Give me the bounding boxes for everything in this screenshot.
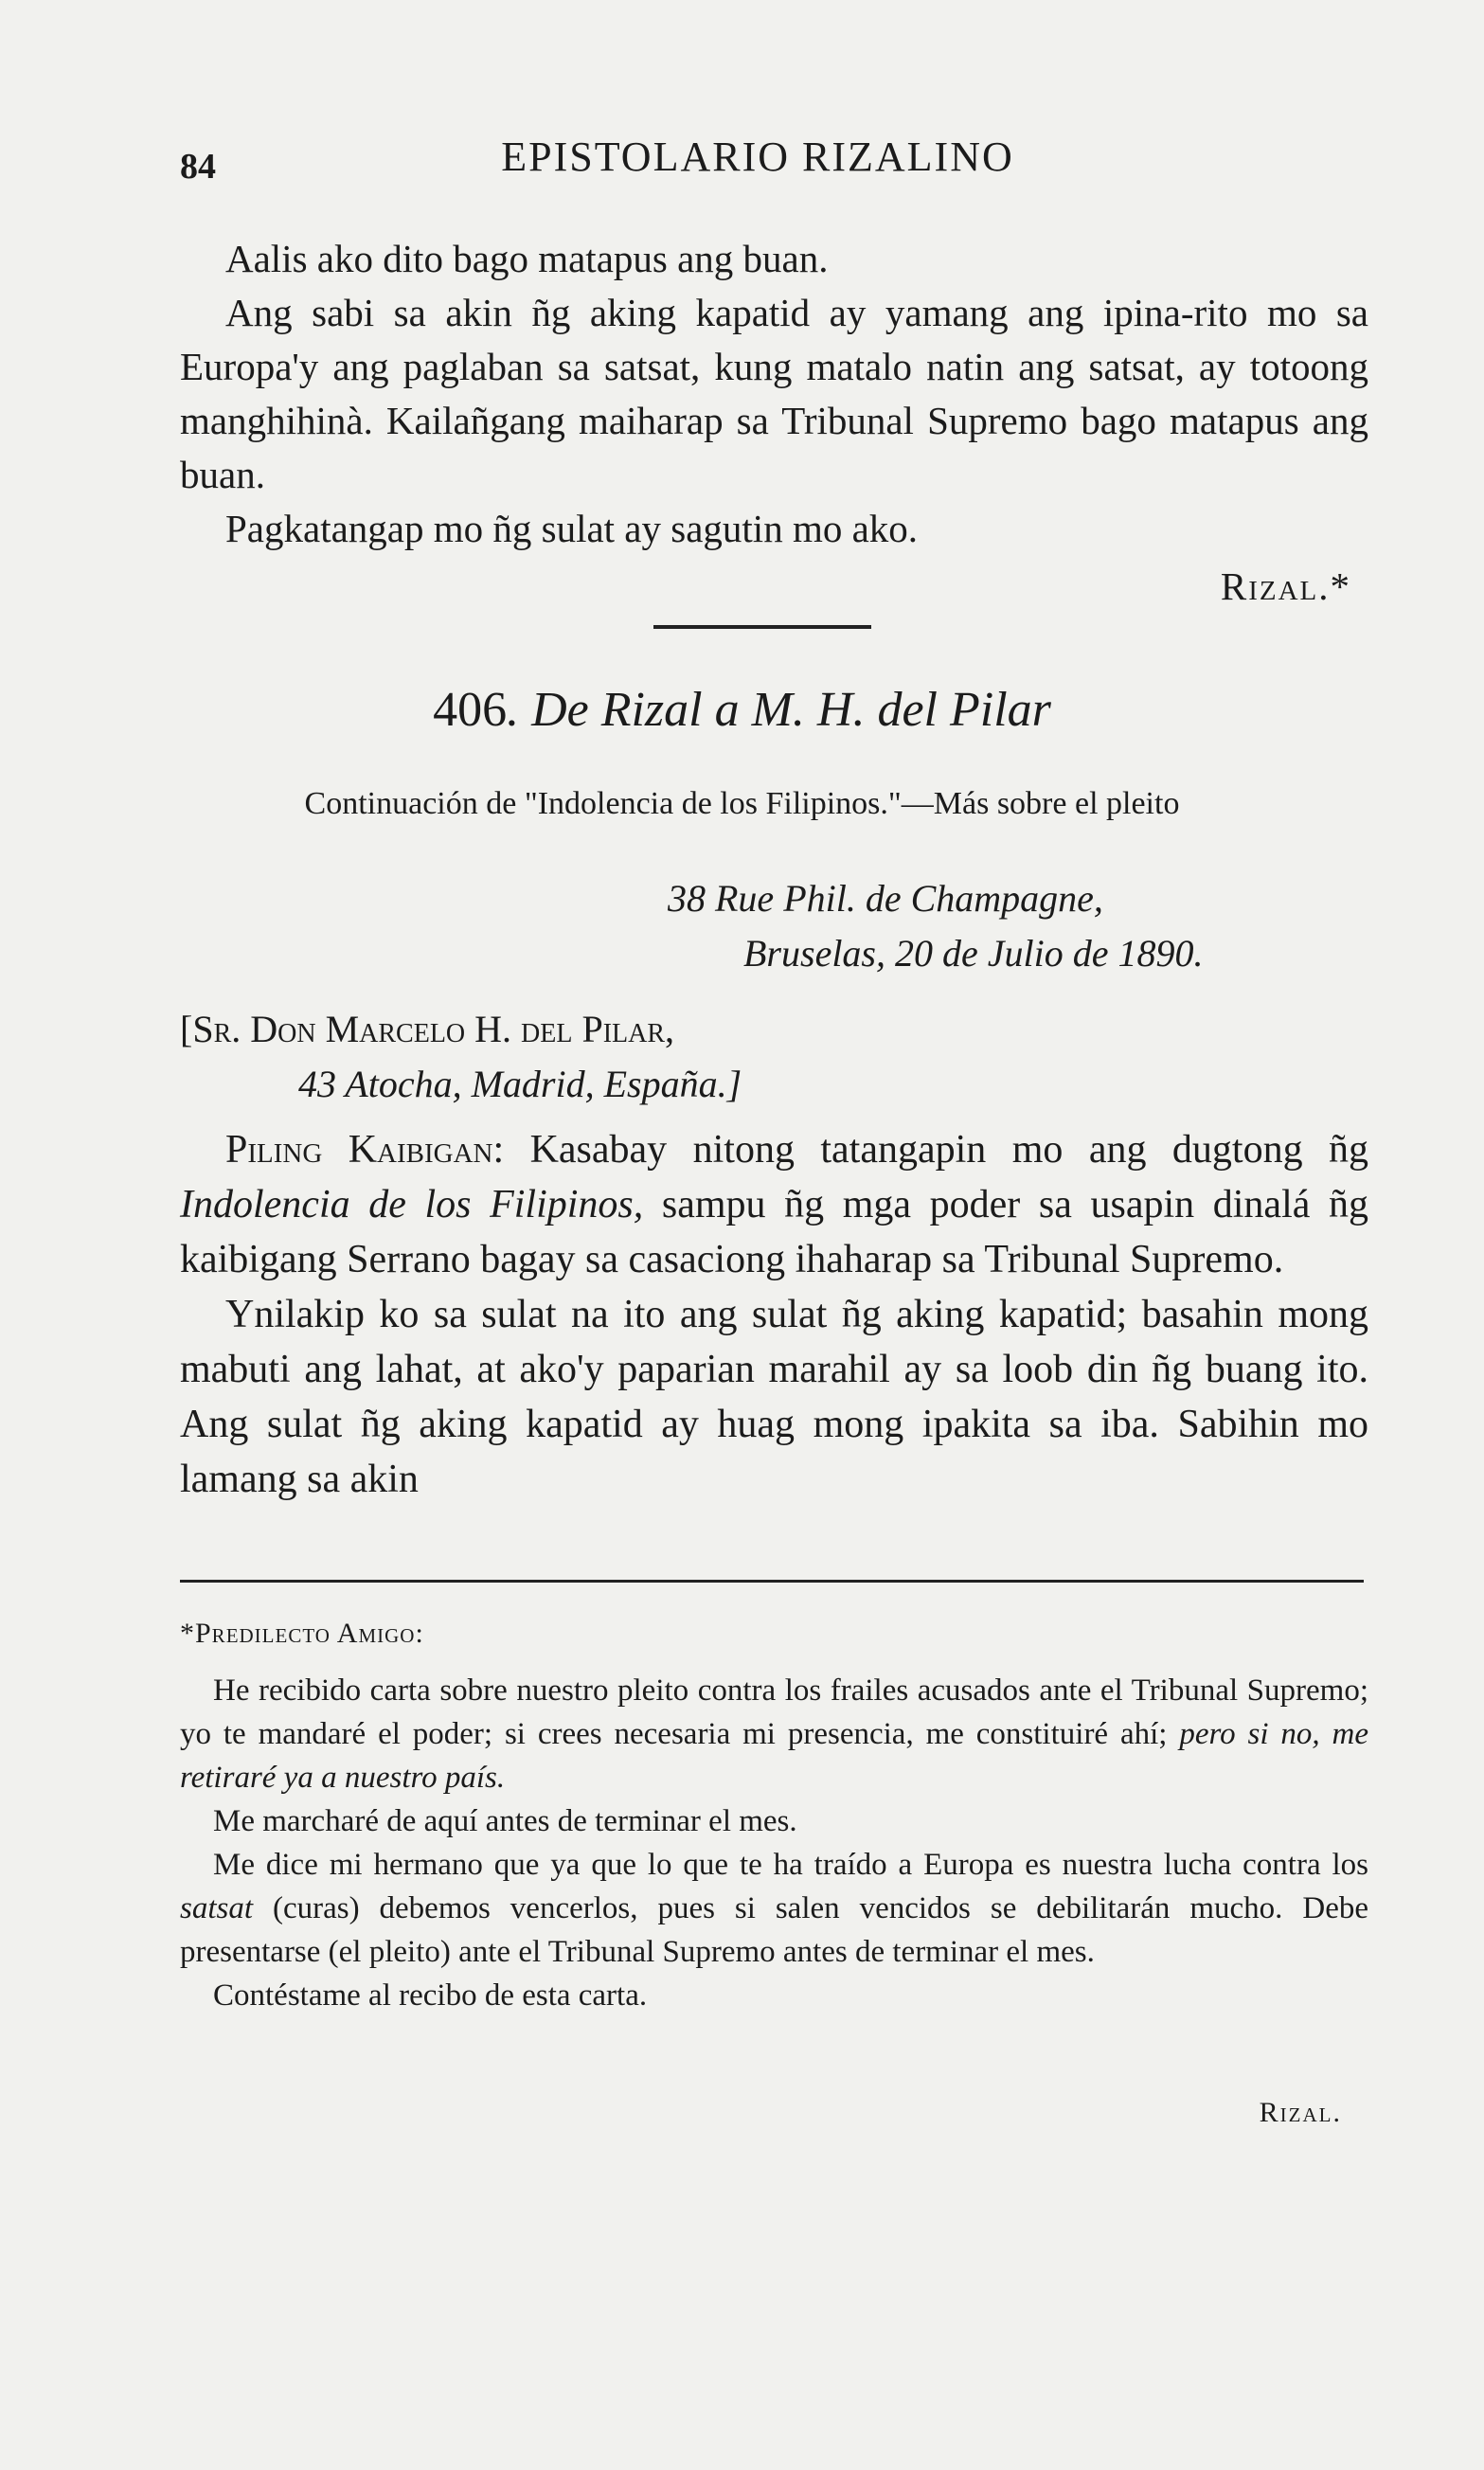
- paragraph: Pagkatangap mo ñg sulat ay sagutin mo ako.: [225, 507, 919, 550]
- address-line: 38 Rue Phil. de Champagne,: [668, 877, 1103, 920]
- signature: Rizal.*: [1220, 564, 1351, 608]
- date-line: Bruselas, 20 de Julio de 1890.: [743, 932, 1204, 975]
- paragraph: Ynilakip ko sa sulat na ito ang sulat ñg aking kapatid; basahin mong mabuti ang lahat, at ako'y paparian marahil ay sa loob din ñg buang ito. Ang sulat ñg aking kapatid ay huag mong ipakita sa iba. Sabihin mo lamang sa akin: [180, 1293, 1368, 1501]
- addressee-name: [Sr. Don Marcelo H. del Pilar,: [180, 1008, 675, 1050]
- footnote-paragraph: [180, 1669, 1368, 1799]
- running-title: EPISTOLARIO RIZALINO: [501, 134, 1014, 180]
- text-run: sampu ñg mga poder sa usapin dinalá ñg kaibigang Serrano bagay sa casaciong ihaharap sa Tribunal Supremo.: [180, 1183, 1368, 1281]
- addressee-address: 43 Atocha, Madrid, España.]: [298, 1063, 742, 1105]
- paragraph: [180, 1122, 1368, 1287]
- text-run: (curas) debemos vencerlos, pues si salen vencidos se debilitarán mucho. Debe presentarse (el pleito) ante el Tribunal Supremo antes de terminar el mes.: [180, 1891, 1368, 1969]
- letter-summary: Continuación de "Indolencia de los Filipinos."—Más sobre el pleito: [304, 786, 1180, 821]
- letter-number-correction: 6: [482, 683, 508, 737]
- footnote-paragraph: Me marcharé de aquí antes de terminar el mes.: [213, 1804, 797, 1838]
- italic-run: satsat: [180, 1891, 254, 1925]
- addressee: [180, 1002, 742, 1112]
- paragraph: Ang sabi sa akin ñg aking kapatid ay yamang ang ipina-rito mo sa Europa'y ang paglaban sa satsat, kung matalo natin ang satsat, ay totoong manghihinà. Kailañgang maiharap sa Tribunal Supremo bago matapus ang buan.: [180, 291, 1368, 496]
- section-divider: [653, 625, 871, 629]
- footnote: [180, 1669, 1368, 2017]
- italic-run: pero si no, me retiraré ya a nuestro país.: [180, 1717, 1369, 1795]
- letter-title: 406. De Rizal a M. H. del Pilar: [433, 683, 1051, 737]
- italic-title: Indolencia de los Filipinos,: [180, 1183, 644, 1226]
- footnote-rule: [180, 1580, 1364, 1583]
- letter-number: 40: [433, 683, 483, 737]
- footnote-heading: *Predilecto Amigo:: [180, 1618, 424, 1649]
- previous-letter-ending: [180, 232, 1368, 556]
- page-header: [180, 133, 1335, 189]
- page-number: 84: [180, 147, 216, 187]
- letter-body: [180, 1122, 1368, 1507]
- footnote-paragraph: Contéstame al recibo de esta carta.: [213, 1978, 648, 2013]
- paragraph: Aalis ako dito bago matapus ang buan.: [225, 237, 829, 280]
- dateline: [668, 871, 1204, 981]
- footnote-paragraph: [180, 1843, 1368, 1974]
- salutation: Piling Kaibigan:: [225, 1128, 505, 1172]
- letter-heading: De Rizal a M. H. del Pilar: [531, 683, 1051, 737]
- text-run: Me dice mi hermano que ya que lo que te ha traído a Europa es nuestra lucha contra los: [213, 1848, 1368, 1882]
- text-run: He recibido carta sobre nuestro pleito contra los frailes acusados ante el Tribunal Supremo; yo te mandaré el poder; si crees necesaria mi presencia, me constituiré ahí;: [180, 1674, 1368, 1751]
- footnote-signature: Rizal.: [1259, 2097, 1342, 2128]
- text-run: Kasabay nitong tatangapin mo ang dugtong ñg: [529, 1128, 1369, 1172]
